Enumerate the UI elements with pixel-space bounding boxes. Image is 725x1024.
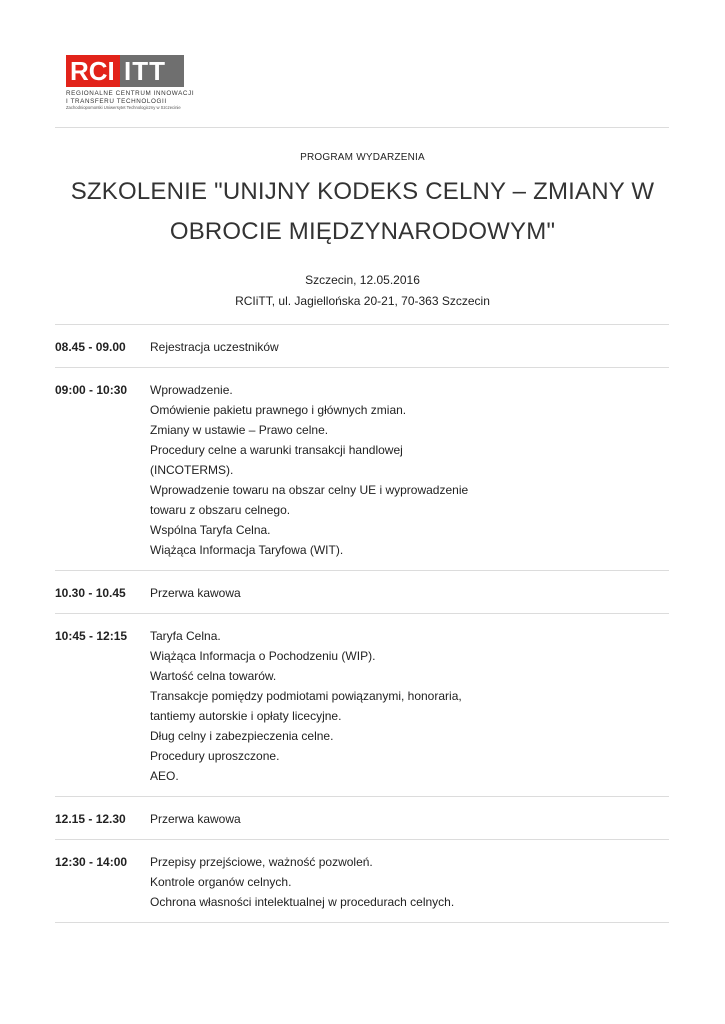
- schedule-item: Rejestracja uczestników: [150, 340, 279, 354]
- schedule-table: [55, 324, 669, 923]
- schedule-row: [55, 570, 669, 613]
- schedule-items: [150, 626, 462, 786]
- logo-mark: [66, 55, 226, 87]
- schedule-item: Omówienie pakietu prawnego i głównych zmian.: [150, 403, 407, 417]
- schedule-item: Wspólna Taryfa Celna.: [150, 523, 271, 537]
- schedule-item: Wiążąca Informacja o Pochodzeniu (WIP).: [150, 649, 376, 663]
- header-divider: [55, 127, 669, 128]
- schedule-items: [150, 337, 279, 357]
- eyebrow-label: PROGRAM WYDARZENIA: [300, 152, 425, 163]
- schedule-time: 12:30 - 14:00: [55, 855, 128, 869]
- schedule-item: Przepisy przejściowe, ważność pozwoleń.: [150, 855, 373, 869]
- event-details: [0, 270, 725, 312]
- schedule-items: [150, 809, 241, 829]
- schedule-item: Dług celny i zabezpieczenia celne.: [150, 729, 334, 743]
- schedule-item: AEO.: [150, 769, 179, 783]
- schedule-time: 08.45 - 09.00: [55, 340, 126, 354]
- page-title: [60, 172, 665, 252]
- schedule-item: Kontrole organów celnych.: [150, 875, 292, 889]
- schedule-item: Wartość celna towarów.: [150, 669, 277, 683]
- event-address: RCIiTT, ul. Jagiellońska 20-21, 70-363 Szczecin: [235, 294, 490, 308]
- logo-text-line2: I TRANSFERU TECHNOLOGII: [66, 97, 167, 105]
- schedule-items: [150, 583, 241, 603]
- schedule-item: (INCOTERMS).: [150, 463, 234, 477]
- logo-mark-left: RCI: [66, 55, 120, 87]
- schedule-item: tantiemy autorskie i opłaty licecyjne.: [150, 709, 342, 723]
- schedule-item: Taryfa Celna.: [150, 629, 221, 643]
- logo-text-line1: REGIONALNE CENTRUM INNOWACJI: [66, 90, 195, 97]
- schedule-item: Wiążąca Informacja Taryfowa (WIT).: [150, 543, 344, 557]
- title-line-2: OBROCIE MIĘDZYNARODOWYM": [169, 218, 556, 245]
- schedule-row: [55, 367, 669, 570]
- schedule-time: 09:00 - 10:30: [55, 383, 128, 397]
- schedule-item: Transakcje pomiędzy podmiotami powiązanymi, honoraria,: [150, 689, 462, 703]
- schedule-item: Wprowadzenie.: [150, 383, 233, 397]
- schedule-items: [150, 852, 454, 912]
- schedule-row: [55, 839, 669, 923]
- title-line-1: SZKOLENIE "UNIJNY KODEKS CELNY – ZMIANY W: [70, 178, 655, 205]
- schedule-item: Procedury uproszczone.: [150, 749, 280, 763]
- schedule-item: Przerwa kawowa: [150, 586, 241, 600]
- schedule-row: [55, 324, 669, 367]
- schedule-item: towaru z obszaru celnego.: [150, 503, 291, 517]
- schedule-item: Zmiany w ustawie – Prawo celne.: [150, 423, 329, 437]
- schedule-item: Procedury celne a warunki transakcji handlowej: [150, 443, 403, 457]
- schedule-item: Ochrona własności intelektualnej w procedurach celnych.: [150, 895, 455, 909]
- schedule-row: [55, 796, 669, 839]
- logo: [66, 55, 226, 111]
- logo-mark-right: ITT: [120, 55, 184, 87]
- schedule-item: Przerwa kawowa: [150, 812, 241, 826]
- event-date: Szczecin, 12.05.2016: [305, 273, 420, 287]
- schedule-time: 10:45 - 12:15: [55, 629, 128, 643]
- schedule-item: Wprowadzenie towaru na obszar celny UE i wyprowadzenie: [150, 483, 469, 497]
- logo-text-line3: Zachodniopomorski Uniwersytet Technologiczny w Szczecinie: [66, 105, 181, 110]
- schedule-items: [150, 380, 468, 560]
- schedule-row: [55, 613, 669, 796]
- schedule-time: 10.30 - 10.45: [55, 586, 126, 600]
- schedule-time: 12.15 - 12.30: [55, 812, 126, 826]
